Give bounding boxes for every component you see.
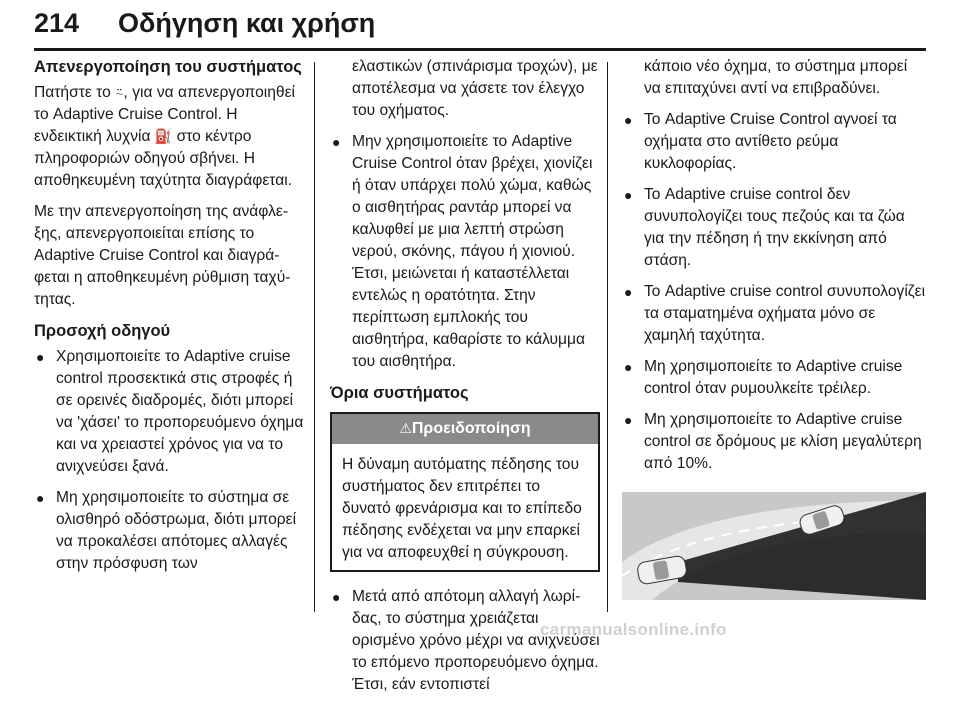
list-item-text: Μη χρησιμοποιείτε το Adaptive cruise control σε δρόμους με κλίση μεγαλύτερη από 10%.	[644, 411, 922, 472]
bullet-icon: ●	[624, 412, 633, 428]
caution-heading: Προσοχή οδηγού	[34, 322, 171, 340]
list-item-text: Μη χρησιμοποιείτε το Adaptive cruise control όταν ρυμουλκείτε τρέιλερ.	[644, 358, 903, 397]
column-divider-2	[607, 62, 608, 612]
weather-list	[330, 131, 600, 373]
bullet-icon: ●	[36, 349, 45, 365]
warning-triangle-icon: ⚠	[399, 421, 412, 437]
list-item	[622, 356, 926, 400]
list-item	[330, 131, 600, 373]
warning-body	[332, 444, 598, 570]
bullet-icon: ●	[332, 589, 341, 605]
continued-text: ελαστικών (σπινάρισμα τροχών), με αποτέλεσμα να χάσετε τον έλεγχο του οχήματος.	[352, 58, 598, 119]
cruise-control-icon: ⍨	[115, 85, 124, 101]
page-number: 214	[34, 8, 80, 38]
list-item	[622, 409, 926, 475]
list-item-text: Το Adaptive cruise control δεν συνυπολογίζει τους πεζούς και τα ζώα για την πέδηση ή την εκκίνηση από στάση.	[644, 186, 905, 269]
list-item	[622, 281, 926, 347]
page-header	[34, 6, 926, 44]
bullet-icon: ●	[36, 490, 45, 506]
list-item	[622, 184, 926, 272]
limitations-list	[622, 109, 926, 475]
warning-text: Η δύναμη αυτόματης πέδησης του συστήματος δεν επιτρέπει το δυνατό φρενάρισμα και το επίπεδο πέδησης ενδέχεται να μην επαρκεί για να αποφευχθεί η σύγκρουση.	[342, 456, 582, 561]
watermark: carmanualsonline.info	[540, 620, 727, 639]
bullet-icon: ●	[624, 187, 633, 203]
caution-list	[34, 346, 304, 575]
warning-box	[330, 412, 600, 572]
list-item	[34, 487, 304, 575]
list-item-text: Το Adaptive Cruise Control αγνοεί τα οχήματα στο αντίθετο ρεύμα κυκλοφορίας.	[644, 111, 897, 172]
list-item-text: Μη χρησιμοποιείτε το σύστημα σε ολισθηρό οδόστρωμα, διότι μπορεί να προκαλέσει απότομες αλλαγές στην πρόσφυση των	[56, 489, 297, 572]
indicator-lamp-icon: ⛽	[154, 129, 173, 145]
continued-text: κάποιο νέο όχημα, το σύστημα μπορεί να επιταχύνει αντί να επιβραδύνει.	[644, 58, 908, 97]
bullet-icon: ●	[624, 359, 633, 375]
bullet-icon: ●	[332, 134, 341, 150]
column-1	[34, 56, 304, 584]
warning-title: Προειδοποίηση	[411, 420, 531, 437]
lane-change-list	[330, 586, 600, 696]
page-title: Οδήγηση και χρήση	[118, 8, 376, 38]
bullet-icon: ●	[624, 284, 633, 300]
column-2	[330, 56, 600, 705]
p1-text-b: , για να απενεργοποιηθεί το Adaptive Cruise Control. Η ενδεικτική λυχνία	[34, 84, 295, 145]
list-item-text: Το Adaptive cruise control συνυπολογίζει τα σταματημένα οχήματα μόνο σε χαμηλή ταχύτητα.	[644, 283, 926, 344]
limits-heading: Όρια συστήματος	[330, 384, 469, 402]
deactivation-paragraph	[34, 82, 304, 192]
list-item-text: Μετά από απότομη αλλαγή λωρίδας, το σύστημα χρειάζεται ορισμένο χρόνο μέχρι να ανιχνεύσει το επόμενο προπορευόμενο όχημα. Έτσι, εάν εντοπιστεί	[352, 588, 600, 693]
column-divider-1	[314, 62, 315, 612]
warning-header	[332, 414, 598, 444]
list-item	[330, 586, 600, 696]
column-3	[622, 56, 926, 515]
bullet-icon: ●	[624, 112, 633, 128]
list-item-text: Μην χρησιμοποιείτε το Adaptive Cruise Control όταν βρέχει, χιονίζει ή όταν υπάρχει πολύ χώμα, καθώς ο αισθητήρας ραντάρ μπορεί να καλυφθεί με μια λεπτή στρώση νερού, σκόνης, πάγου ή χιονιού. Έτσι, μειώνεται ή καταστέλλεται εντελώς η ορατότητα. Στην περίπτωση εμπλοκής του αισθητήρα, καθαρίστε το κάλυμμα του αισθητήρα.	[352, 133, 593, 370]
p1-text-a: Πατήστε το	[34, 84, 111, 101]
curve-illustration	[622, 492, 926, 600]
list-item-text: Χρησιμοποιείτε το Adaptive cruise control προσεκτικά στις στροφές ή σε ορεινές διαδρομές, διότι μπορεί να 'χάσει' το προπορευόμενο όχημα και να χρειαστεί χρόνος για να το ανιχνεύσει ξανά.	[56, 348, 304, 475]
p1-text-c: στο κέντρο πληροφοριών οδηγού σβήνει. Η αποθηκευμένη ταχύτητα διαγράφεται.	[34, 128, 293, 189]
list-item	[622, 109, 926, 175]
header-rule	[34, 48, 926, 51]
list-item	[34, 346, 304, 478]
ignition-paragraph: Με την απενεργοποίηση της ανάφλεξης, απενεργοποιείται επίσης το Adaptive Cruise Control και διαγράφεται η αποθηκευμένη ρύθμιση ταχύτητας.	[34, 203, 291, 308]
deactivation-heading: Απενεργοποίηση του συστήματος	[34, 58, 302, 76]
